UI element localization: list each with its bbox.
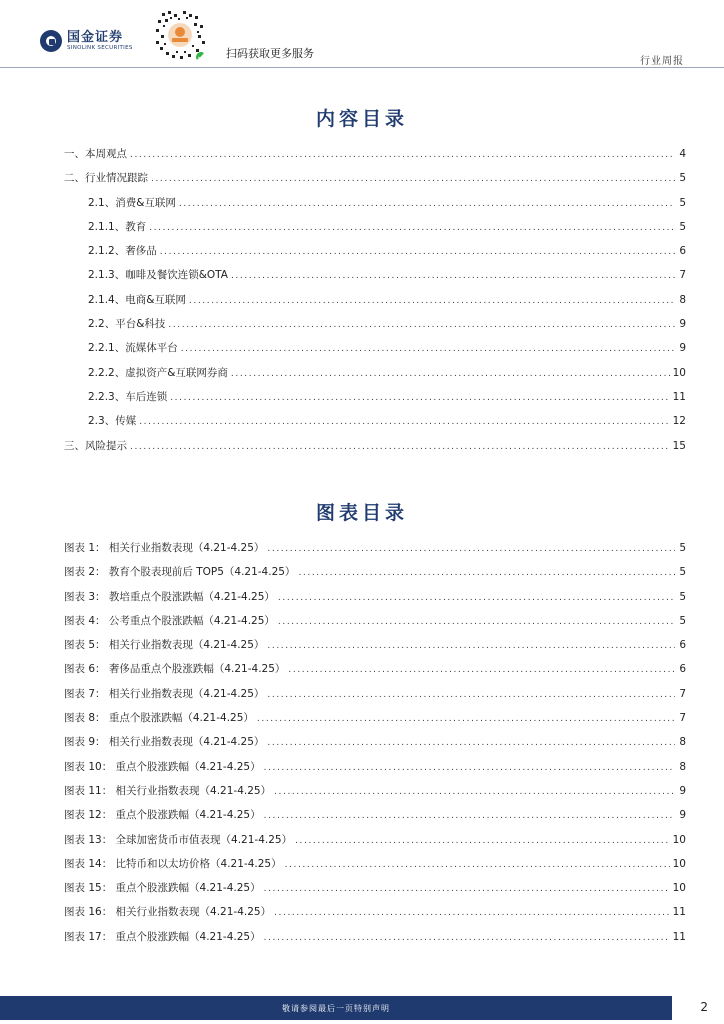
figures-title: 图表目录: [315, 502, 408, 524]
figures-list: [64, 540, 686, 953]
toc-entry-label: 2.1.2、奢侈品: [88, 245, 157, 258]
toc-entry-page: 6: [679, 663, 686, 676]
dot-leader: [168, 320, 675, 330]
toc-entry[interactable]: [64, 389, 686, 413]
toc-entry[interactable]: [64, 243, 686, 267]
contents-list: [64, 146, 686, 462]
toc-entry-label: 图表 12： 重点个股涨跌幅（4.21-4.25）: [64, 809, 261, 822]
toc-entry-label: 2.1.4、电商&互联网: [88, 293, 186, 306]
dot-leader: [278, 617, 675, 627]
toc-entry[interactable]: [64, 661, 686, 685]
toc-entry-label: 2.1.1、教育: [88, 220, 147, 233]
toc-entry-label: 图表 17： 重点个股涨跌幅（4.21-4.25）: [64, 930, 261, 943]
toc-entry[interactable]: [64, 710, 686, 734]
dot-leader: [267, 641, 675, 651]
toc-entry[interactable]: [64, 267, 686, 291]
dot-leader: [264, 933, 670, 943]
toc-entry[interactable]: [64, 365, 686, 389]
toc-entry-label: 2.2、平台&科技: [88, 318, 166, 331]
dot-leader: [274, 787, 675, 797]
toc-entry[interactable]: [64, 904, 686, 928]
toc-entry-label: 图表 10： 重点个股涨跌幅（4.21-4.25）: [64, 760, 261, 773]
toc-entry-page: 10: [672, 366, 686, 379]
toc-entry-label: 图表 8： 重点个股涨跌幅（4.21-4.25）: [64, 712, 254, 725]
footer-disclaimer[interactable]: 敬请参阅最后一页特别声明: [282, 1004, 390, 1013]
dot-leader: [130, 150, 675, 160]
toc-entry-page: 11: [672, 930, 686, 943]
toc-entry-page: 7: [679, 712, 686, 725]
toc-entry[interactable]: [64, 438, 686, 462]
dot-leader: [231, 271, 675, 281]
toc-entry-page: 5: [679, 196, 686, 209]
toc-entry-page: 11: [672, 390, 686, 403]
qr-code-icon[interactable]: [150, 5, 210, 65]
toc-entry-page: 11: [672, 906, 686, 919]
toc-entry-label: 图表 5： 相关行业指数表现（4.21-4.25）: [64, 639, 265, 652]
toc-entry[interactable]: [64, 540, 686, 564]
toc-entry-page: 9: [679, 318, 686, 331]
logo-icon: [40, 30, 62, 52]
toc-entry[interactable]: [64, 195, 686, 219]
company-name-cn: 国金证券: [67, 29, 124, 45]
toc-entry-label: 图表 14： 比特币和以太坊价格（4.21-4.25）: [64, 857, 282, 870]
toc-entry-page: 5: [679, 220, 686, 233]
toc-entry[interactable]: [64, 880, 686, 904]
dot-leader: [274, 908, 670, 918]
toc-entry-page: 8: [679, 760, 686, 773]
toc-entry[interactable]: [64, 832, 686, 856]
toc-entry-page: 8: [679, 736, 686, 749]
toc-entry[interactable]: [64, 637, 686, 661]
dot-leader: [139, 417, 669, 427]
dot-leader: [288, 665, 675, 675]
toc-entry-page: 7: [679, 687, 686, 700]
toc-entry-page: 10: [672, 857, 686, 870]
toc-entry-page: 5: [679, 590, 686, 603]
toc-entry[interactable]: [64, 613, 686, 637]
toc-entry-page: 5: [679, 614, 686, 627]
dot-leader: [151, 174, 675, 184]
toc-entry-page: 10: [672, 882, 686, 895]
toc-entry-page: 8: [679, 293, 686, 306]
toc-entry-page: 9: [679, 809, 686, 822]
toc-entry[interactable]: [64, 316, 686, 340]
header-divider: [0, 67, 724, 68]
toc-entry-label: 二、行业情况跟踪: [64, 172, 148, 185]
toc-entry[interactable]: [64, 170, 686, 194]
dot-leader: [179, 199, 675, 209]
toc-entry-label: 2.3、传媒: [88, 415, 137, 428]
contents-title: 内容目录: [315, 108, 408, 130]
toc-entry-page: 5: [679, 542, 686, 554]
dot-leader: [264, 763, 675, 773]
toc-entry-label: 一、本周观点: [64, 148, 127, 160]
toc-entry[interactable]: [64, 807, 686, 831]
toc-entry-page: 6: [679, 639, 686, 652]
toc-entry-label: 图表 1： 相关行业指数表现（4.21-4.25）: [64, 542, 265, 554]
toc-entry-label: 图表 6： 奢侈品重点个股涨跌幅（4.21-4.25）: [64, 663, 286, 676]
toc-entry[interactable]: [64, 686, 686, 710]
company-logo: [40, 30, 133, 52]
dot-leader: [231, 369, 670, 379]
toc-entry-label: 2.2.2、虚拟资产&互联网券商: [88, 366, 228, 379]
dot-leader: [278, 593, 675, 603]
toc-entry-page: 15: [672, 439, 686, 452]
page-number: 2: [700, 1000, 708, 1014]
toc-entry[interactable]: [64, 783, 686, 807]
page-header: [0, 0, 724, 70]
toc-entry[interactable]: [64, 340, 686, 364]
toc-entry-label: 图表 11： 相关行业指数表现（4.21-4.25）: [64, 784, 272, 797]
toc-entry-page: 5: [679, 566, 686, 579]
dot-leader: [257, 714, 675, 724]
toc-entry-label: 图表 15： 重点个股涨跌幅（4.21-4.25）: [64, 882, 261, 895]
dot-leader: [267, 544, 675, 554]
toc-entry-label: 三、风险提示: [64, 439, 127, 452]
toc-entry-page: 9: [679, 342, 686, 355]
toc-entry-page: 5: [679, 172, 686, 185]
toc-entry-label: 2.1、消费&互联网: [88, 196, 176, 209]
toc-entry[interactable]: [64, 219, 686, 243]
toc-entry[interactable]: [64, 413, 686, 437]
toc-entry-label: 图表 13： 全球加密货币市值表现（4.21-4.25）: [64, 833, 293, 846]
dot-leader: [160, 247, 675, 257]
toc-entry[interactable]: [64, 292, 686, 316]
toc-entry-page: 12: [672, 415, 686, 428]
dot-leader: [267, 738, 675, 748]
dot-leader: [170, 393, 669, 403]
toc-entry-label: 2.1.3、咖啡及餐饮连锁&OTA: [88, 269, 228, 282]
toc-entry[interactable]: [64, 856, 686, 880]
company-name-en: SINOLINK SECURITIES: [67, 44, 133, 51]
dot-leader: [181, 344, 675, 354]
dot-leader: [189, 296, 675, 306]
dot-leader: [295, 836, 670, 846]
toc-entry-label: 2.2.3、车后连锁: [88, 390, 168, 403]
dot-leader: [264, 811, 675, 821]
toc-entry-page: 7: [679, 269, 686, 282]
toc-entry-label: 图表 4： 公考重点个股涨跌幅（4.21-4.25）: [64, 614, 275, 627]
toc-entry-label: 图表 3： 教培重点个股涨跌幅（4.21-4.25）: [64, 590, 275, 603]
toc-entry[interactable]: [64, 564, 686, 588]
toc-entry-page: 6: [679, 245, 686, 258]
toc-entry[interactable]: [64, 146, 686, 170]
dot-leader: [267, 690, 675, 700]
dot-leader: [130, 442, 670, 452]
toc-entry[interactable]: [64, 929, 686, 953]
toc-entry-page: 4: [679, 148, 686, 160]
dot-leader: [298, 568, 675, 578]
toc-entry-label: 图表 9： 相关行业指数表现（4.21-4.25）: [64, 736, 265, 749]
dot-leader: [149, 223, 675, 233]
scan-for-service-text: 扫码获取更多服务: [226, 47, 314, 60]
toc-entry-page: 10: [672, 833, 686, 846]
dot-leader: [264, 884, 670, 894]
toc-entry-label: 图表 2： 教育个股表现前后 TOP5（4.21-4.25）: [64, 566, 296, 579]
toc-entry[interactable]: [64, 589, 686, 613]
report-type-label: 行业周报: [640, 56, 684, 67]
toc-entry-page: 9: [679, 784, 686, 797]
toc-entry[interactable]: [64, 734, 686, 758]
toc-entry-label: 图表 7： 相关行业指数表现（4.21-4.25）: [64, 687, 265, 700]
dot-leader: [285, 860, 670, 870]
toc-entry[interactable]: [64, 759, 686, 783]
toc-entry-label: 图表 16： 相关行业指数表现（4.21-4.25）: [64, 906, 272, 919]
toc-entry-label: 2.2.1、流媒体平台: [88, 342, 178, 355]
